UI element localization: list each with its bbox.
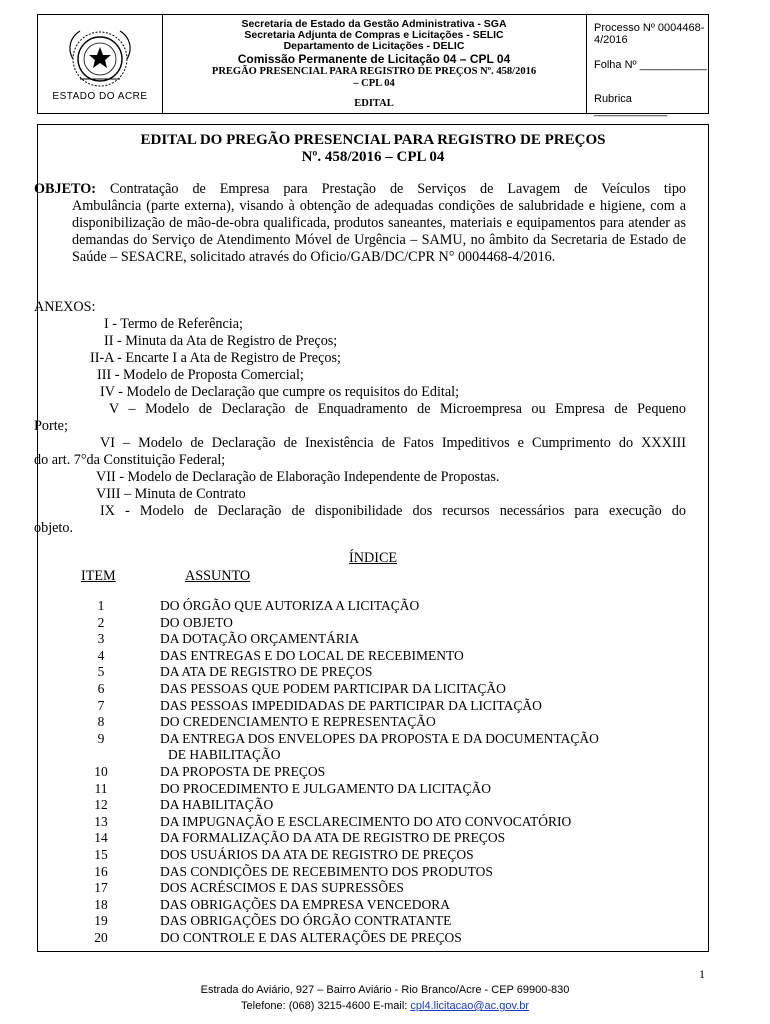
footer-phone: Telefone: (068) 3215-4600 E-mail: [241,1000,411,1012]
anexo-item: VI – Modelo de Declaração de Inexistência de Fatos Impeditivos e Cumprimento do XXXIII [100,435,686,451]
departamento-text: Departamento de Licitações - DELIC [283,40,465,52]
indice-item-number: 14 [94,830,108,846]
adjunta-text: Secretaria Adjunta de Compras e Licitações - SELIC [244,29,504,41]
col-item-header: ITEM [81,568,116,584]
acre-coat-of-arms-icon [38,15,162,91]
indice-item-title: DO PROCEDIMENTO E JULGAMENTO DA LICITAÇÃO [160,780,492,796]
anexo-item: IX - Modelo de Declaração de disponibilidade dos recursos necessários para execução do [100,503,686,519]
email-link[interactable]: cpl4.licitacao@ac.gov.br [410,1000,529,1012]
objeto-text-1: Contratação de Empresa para Prestação de Serviços de Lavagem de Veículos tipo [109,181,687,197]
pregao-line2: – CPL 04 [353,78,395,89]
page-title: EDITAL DO PREGÃO PRESENCIAL PARA REGISTRO DE PREÇOS [140,132,606,148]
document-body [34,124,709,952]
indice-item-number: 9 [97,730,105,746]
page-number: 1 [699,967,705,981]
indice-item-title: DOS ACRÉSCIMOS E DAS SUPRESSÕES [160,880,404,896]
page-subtitle: Nº. 458/2016 – CPL 04 [301,149,445,165]
indice-item-number: 1 [97,598,105,613]
indice-item-title: DOS USUÁRIOS DA ATA DE REGISTRO DE PREÇOS [160,847,474,862]
indice-item-title: DO CONTROLE E DAS ALTERAÇÕES DE PREÇOS [160,930,462,945]
anexo-item-cont: objeto. [34,520,74,536]
indice-item-number: 7 [97,697,105,713]
rubrica-text: Rubrica ____________ [594,93,668,117]
anexo-item: II - Minuta da Ata de Registro de Preços; [104,333,338,349]
col-assunto-header: ASSUNTO [185,568,251,584]
indice-item-title: DA IMPUGNAÇÃO E ESCLARECIMENTO DO ATO CONVOCATÓRIO [160,813,572,829]
comissao-text: Comissão Permanente de Licitação 04 – CPL 04 [237,52,511,66]
indice-item-title: DAS PESSOAS QUE PODEM PARTICIPAR DA LICITAÇÃO [160,681,506,696]
anexo-item: I - Termo de Referência; [104,316,243,332]
indice-item-number: 11 [94,780,108,796]
indice-item-number: 18 [94,896,108,912]
anexo-item-cont: Porte; [34,418,68,434]
indice-item-title: DA FORMALIZAÇÃO DA ATA DE REGISTRO DE PREÇOS [160,830,506,846]
indice-item-title: DO ÓRGÃO QUE AUTORIZA A LICITAÇÃO [160,598,420,613]
processo-text: Processo Nº 0004468-4/2016 [594,22,705,46]
indice-title: ÍNDICE [349,550,398,566]
indice-item-title: DAS PESSOAS IMPEDIDADAS DE PARTICIPAR DA LICITAÇÃO [160,697,542,713]
indice-item-number: 15 [94,847,108,862]
anexo-item: IV - Modelo de Declaração que cumpre os requisitos do Edital; [100,384,460,400]
indice-item-number: 4 [97,647,105,663]
footer-contact [0,998,770,1014]
indice-item-title: DA PROPOSTA DE PREÇOS [160,764,326,779]
indice-item-title-cont: DE HABILITAÇÃO [168,747,281,763]
edital-text: EDITAL [354,98,394,109]
indice-item-title: DAS CONDIÇÕES DE RECEBIMENTO DOS PRODUTOS [160,863,493,879]
anexo-item: V – Modelo de Declaração de Enquadramento de Microempresa ou Empresa de Pequeno [109,401,686,417]
secretaria-text: Secretaria de Estado da Gestão Administrativa - SGA [241,18,507,30]
header-center [162,15,587,113]
anexo-item: VIII – Minuta de Contrato [96,486,246,502]
anexo-item: III - Modelo de Proposta Comercial; [97,367,304,383]
indice-item-number: 2 [97,614,105,630]
objeto-first-line [34,181,686,198]
indice-item-title: DA DOTAÇÃO ORÇAMENTÁRIA [160,631,360,647]
indice-item-title: DO CREDENCIAMENTO E REPRESENTAÇÃO [160,714,436,730]
anexo-item: II-A - Encarte I a Ata de Registro de Preços; [90,350,341,366]
footer-address: Estrada do Aviário, 927 – Bairro Aviário - Rio Branco/Acre - CEP 69900-830 [200,984,570,996]
indice-item-title: DA HABILITAÇÃO [160,797,274,813]
indice-item-number: 6 [97,681,105,696]
indice-item-title: DAS OBRIGAÇÕES DA EMPRESA VENCEDORA [160,896,451,912]
anexo-item-cont: do art. 7°da Constituição Federal; [34,452,226,468]
objeto-text: Ambulância (parte externa), visando à obtenção de adequadas condições de salubridade e higiene, com a disponibilização de mão-de-obra qualificada, produtos saneantes, materiais e equipamentos para atender as demandas do Serviço de Atendimento Móvel de Urgência – SAMU, no âmbito da Secretaria de Estado de Saúde – SESACRE, solicitado através do Oficio/GAB/DC/CPR N° 0004468-4/2016. [72,198,686,265]
indice-item-title: DAS ENTREGAS E DO LOCAL DE RECEBIMENTO [160,647,464,663]
objeto-label: OBJETO: [34,181,97,197]
indice-item-number: 17 [94,880,108,896]
indice-item-title: DAS OBRIGAÇÕES DO ÓRGÃO CONTRATANTE [160,913,452,929]
indice-item-number: 16 [94,863,108,879]
indice-item-number: 5 [97,664,105,680]
document-header [37,14,709,117]
indice-item-number: 19 [94,913,108,929]
indice-item-number: 3 [97,631,105,647]
state-label: ESTADO DO ACRE [52,91,148,102]
folha-text: Folha Nº ___________ [594,59,707,71]
indice-item-title: DO OBJETO [160,614,233,630]
header-right [586,15,708,117]
indice-item-number: 8 [97,714,105,730]
pregao-line1: PREGÃO PRESENCIAL PARA REGISTRO DE PREÇOS Nº. 458/2016 [211,66,537,77]
anexo-item: VII - Modelo de Declaração de Elaboração Independente de Propostas. [96,469,500,485]
indice-item-number: 12 [94,797,108,813]
indice-item-number: 13 [94,813,108,829]
logo-cell [38,15,163,113]
indice-item-title: DA ATA DE REGISTRO DE PREÇOS [160,664,373,680]
indice-item-number: 20 [94,930,108,945]
anexos-label: ANEXOS: [34,299,96,315]
indice-item-number: 10 [94,764,108,779]
indice-item-title: DA ENTREGA DOS ENVELOPES DA PROPOSTA E DA DOCUMENTAÇÃO [160,730,599,746]
